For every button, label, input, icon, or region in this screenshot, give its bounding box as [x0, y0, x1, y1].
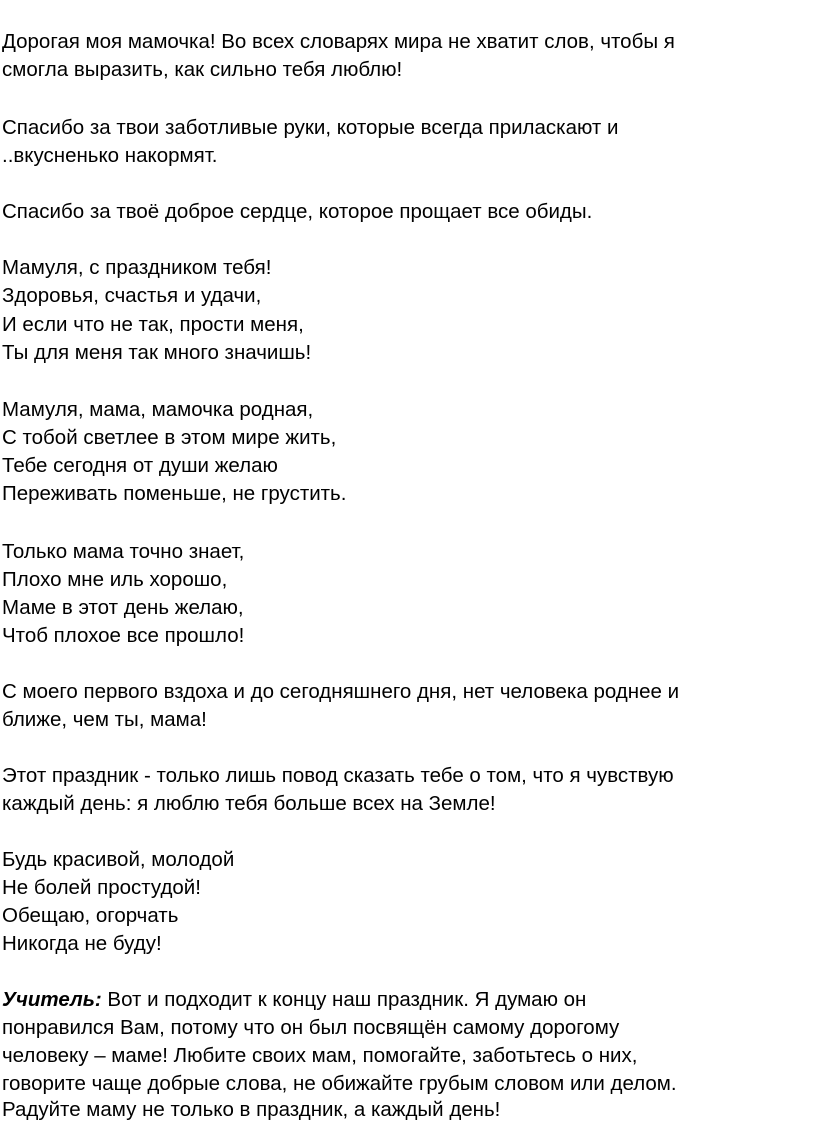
poem-line: И если что не так, прости меня, [2, 313, 304, 336]
text-line: ближе, чем ты, мама! [2, 708, 207, 731]
poem-line: Не болей простудой! [2, 876, 201, 899]
poem-line: Тебе сегодня от души желаю [2, 454, 278, 477]
text-line: каждый день: я люблю тебя больше всех на Земле! [2, 792, 496, 815]
poem-line: Переживать поменьше, не грустить. [2, 482, 347, 505]
teacher-text: Вот и подходит к концу наш праздник. Я думаю он [101, 988, 587, 1011]
teacher-line [2, 986, 586, 1014]
poem-line: Плохо мне иль хорошо, [2, 568, 228, 591]
teacher-line: Радуйте маму не только в праздник, а каждый день! [2, 1098, 501, 1121]
poem-line: Мамуля, мама, мамочка родная, [2, 398, 314, 421]
teacher-line: говорите чаще добрые слова, не обижайте грубым словом или делом. [2, 1072, 677, 1095]
text-line: Спасибо за твоё доброе сердце, которое прощает все обиды. [2, 200, 593, 223]
poem-line: Мамуля, с праздником тебя! [2, 256, 272, 279]
text-line: ..вкусненько накормят. [2, 144, 218, 167]
text-line: С моего первого вздоха и до сегодняшнего дня, нет человека роднее и [2, 680, 680, 703]
poem-line: Ты для меня так много значишь! [2, 341, 312, 364]
text-line: Этот праздник - только лишь повод сказать тебе о том, что я чувствую [2, 764, 674, 787]
teacher-line: человеку – маме! Любите своих мам, помогайте, заботьтесь о них, [2, 1044, 638, 1067]
text-line: Спасибо за твои заботливые руки, которые всегда приласкают и [2, 116, 619, 139]
text-line: Дорогая моя мамочка! Во всех словарях мира не хватит слов, чтобы я [2, 30, 675, 53]
poem-line: Маме в этот день желаю, [2, 596, 244, 619]
poem-line: Только мама точно знает, [2, 540, 245, 563]
poem-line: Обещаю, огорчать [2, 904, 179, 927]
poem-line: С тобой светлее в этом мире жить, [2, 426, 337, 449]
teacher-line: понравился Вам, потому что он был посвящён самому дорогому [2, 1016, 620, 1039]
poem-line: Чтоб плохое все прошло! [2, 624, 245, 647]
poem-line: Никогда не буду! [2, 932, 162, 955]
poem-line: Будь красивой, молодой [2, 848, 235, 871]
poem-line: Здоровья, счастья и удачи, [2, 284, 262, 307]
speaker-label: Учитель: [2, 988, 102, 1011]
text-line: смогла выразить, как сильно тебя люблю! [2, 58, 403, 81]
